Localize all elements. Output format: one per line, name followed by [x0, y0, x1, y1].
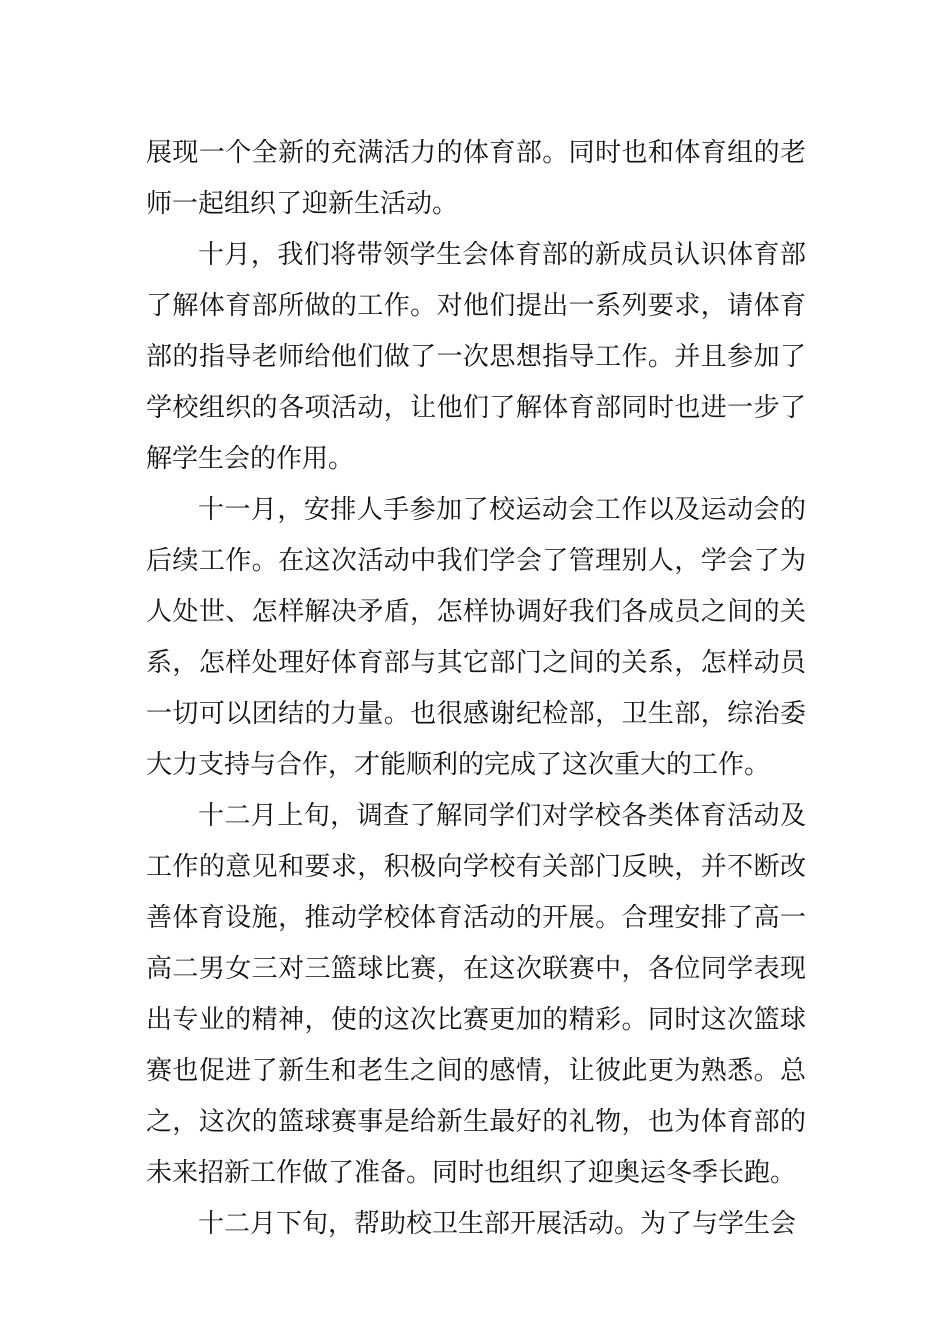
text-line: 善体育设施，推动学校体育活动的开展。合理安排了高一 [146, 903, 806, 933]
text-line: 十一月，安排人手参加了校运动会工作以及运动会的 [198, 495, 806, 525]
text-line: 未来招新工作做了准备。同时也组织了迎奥运冬季长跑。 [146, 1158, 797, 1188]
paragraph [146, 1199, 806, 1250]
text-line: 一切可以团结的力量。也很感谢纪检部，卫生部，综治委 [146, 699, 806, 729]
text-line: 十二月下旬，帮助校卫生部开展活动。为了与学生会 [198, 1209, 797, 1239]
paragraph [146, 791, 806, 1199]
text-line: 了解体育部所做的工作。对他们提出一系列要求，请体育 [146, 291, 806, 321]
text-line: 高二男女三对三篮球比赛，在这次联赛中，各位同学表现 [146, 954, 806, 984]
text-line: 十二月上旬，调查了解同学们对学校各类体育活动及 [198, 801, 806, 831]
text-line: 部的指导老师给他们做了一次思想指导工作。并且参加了 [146, 342, 806, 372]
text-line: 十月，我们将带领学生会体育部的新成员认识体育部 [198, 240, 806, 270]
text-line: 师一起组织了迎新生活动。 [146, 189, 459, 219]
text-line: 之，这次的篮球赛事是给新生最好的礼物，也为体育部的 [146, 1107, 806, 1137]
text-line: 人处世、怎样解决矛盾，怎样协调好我们各成员之间的关 [146, 597, 806, 627]
text-line: 出专业的精神，使的这次比赛更加的精彩。同时这次篮球 [146, 1005, 806, 1035]
document-body [146, 128, 806, 1250]
text-line: 展现一个全新的充满活力的体育部。同时也和体育组的老 [146, 138, 806, 168]
text-line: 解学生会的作用。 [146, 444, 355, 474]
text-line: 学校组织的各项活动，让他们了解体育部同时也进一步了 [146, 393, 806, 423]
paragraph [146, 485, 806, 791]
paragraph [146, 230, 806, 485]
paragraph [146, 128, 806, 230]
text-line: 系，怎样处理好体育部与其它部门之间的关系，怎样动员 [146, 648, 806, 678]
text-line: 后续工作。在这次活动中我们学会了管理别人，学会了为 [146, 546, 806, 576]
text-line: 工作的意见和要求，积极向学校有关部门反映，并不断改 [146, 852, 806, 882]
text-line: 赛也促进了新生和老生之间的感情，让彼此更为熟悉。总 [146, 1056, 806, 1086]
text-line: 大力支持与合作，才能顺利的完成了这次重大的工作。 [146, 750, 771, 780]
